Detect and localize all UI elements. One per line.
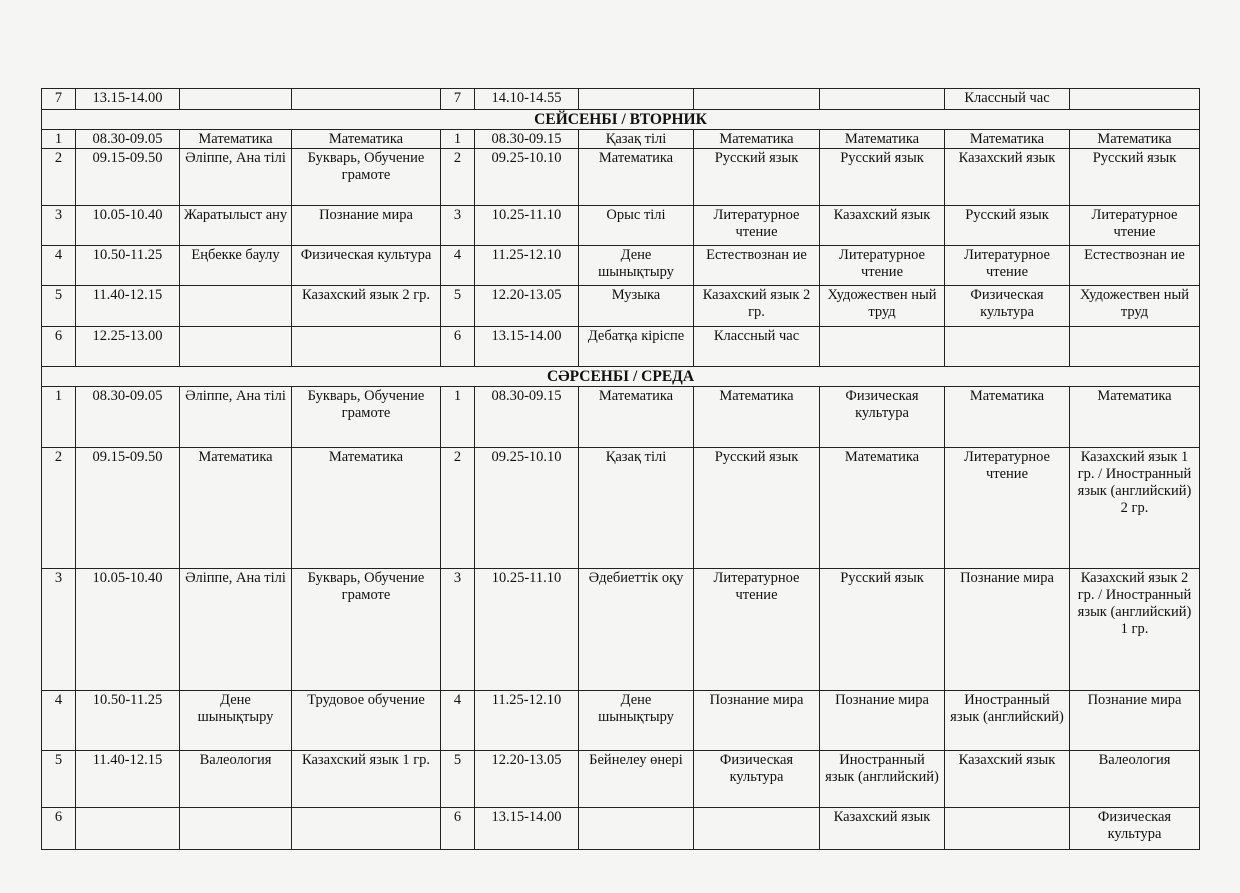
time-right-cell: 09.25-10.10 bbox=[475, 149, 579, 206]
subject-col-a-cell: Дене шынықтыру bbox=[579, 246, 694, 286]
subject-kz-class-cell: Әліппе, Ана тілі bbox=[180, 387, 292, 448]
subject-col-e-cell: Математика bbox=[1070, 387, 1200, 448]
lesson-num-left-cell: 3 bbox=[42, 569, 76, 691]
subject-col-a-cell bbox=[579, 808, 694, 850]
day-header: СЕЙСЕНБІ / ВТОРНИК bbox=[42, 110, 1200, 130]
subject-col-d-cell: Математика bbox=[945, 130, 1070, 149]
table-row bbox=[42, 149, 1200, 206]
time-right-cell: 10.25-11.10 bbox=[475, 569, 579, 691]
subject-col-b-cell: Познание мира bbox=[694, 691, 820, 751]
subject-col-a-cell: Орыс тілі bbox=[579, 206, 694, 246]
time-left-cell bbox=[76, 808, 180, 850]
subject-col-d-cell: Классный час bbox=[945, 89, 1070, 110]
time-right-cell: 09.25-10.10 bbox=[475, 448, 579, 569]
subject-kz-class-cell: Әліппе, Ана тілі bbox=[180, 569, 292, 691]
table-row bbox=[42, 448, 1200, 569]
lesson-num-left-cell: 2 bbox=[42, 149, 76, 206]
subject-col-b-cell: Казахский язык 2 гр. bbox=[694, 286, 820, 327]
time-right-cell: 12.20-13.05 bbox=[475, 751, 579, 808]
subject-ru-class-cell: Математика bbox=[292, 130, 441, 149]
subject-col-c-cell: Познание мира bbox=[820, 691, 945, 751]
subject-col-c-cell: Художествен ный труд bbox=[820, 286, 945, 327]
subject-col-e-cell: Физическая культура bbox=[1070, 808, 1200, 850]
subject-col-c-cell: Физическая культура bbox=[820, 387, 945, 448]
subject-kz-class-cell: Әліппе, Ана тілі bbox=[180, 149, 292, 206]
table-row bbox=[42, 808, 1200, 850]
subject-kz-class-cell: Математика bbox=[180, 130, 292, 149]
time-right-cell: 14.10-14.55 bbox=[475, 89, 579, 110]
time-right-cell: 13.15-14.00 bbox=[475, 327, 579, 367]
lesson-num-right-cell: 3 bbox=[441, 569, 475, 691]
time-right-cell: 08.30-09.15 bbox=[475, 387, 579, 448]
subject-ru-class-cell bbox=[292, 327, 441, 367]
subject-ru-class-cell: Познание мира bbox=[292, 206, 441, 246]
subject-col-d-cell: Русский язык bbox=[945, 206, 1070, 246]
subject-col-a-cell: Бейнелеу өнері bbox=[579, 751, 694, 808]
lesson-num-right-cell: 2 bbox=[441, 448, 475, 569]
schedule-table bbox=[41, 88, 1200, 850]
time-left-cell: 10.50-11.25 bbox=[76, 246, 180, 286]
time-left-cell: 08.30-09.05 bbox=[76, 387, 180, 448]
subject-kz-class-cell: Еңбекке баулу bbox=[180, 246, 292, 286]
subject-col-b-cell: Математика bbox=[694, 130, 820, 149]
subject-kz-class-cell: Математика bbox=[180, 448, 292, 569]
lesson-num-right-cell: 2 bbox=[441, 149, 475, 206]
subject-col-e-cell: Естествознан ие bbox=[1070, 246, 1200, 286]
subject-col-b-cell: Русский язык bbox=[694, 149, 820, 206]
subject-kz-class-cell: Жаратылыст ану bbox=[180, 206, 292, 246]
subject-col-e-cell bbox=[1070, 327, 1200, 367]
subject-ru-class-cell: Физическая культура bbox=[292, 246, 441, 286]
subject-kz-class-cell bbox=[180, 89, 292, 110]
subject-col-b-cell: Математика bbox=[694, 387, 820, 448]
subject-col-b-cell: Русский язык bbox=[694, 448, 820, 569]
table-row bbox=[42, 130, 1200, 149]
lesson-num-right-cell: 3 bbox=[441, 206, 475, 246]
table-row bbox=[42, 387, 1200, 448]
day-header-row bbox=[42, 367, 1200, 387]
lesson-num-left-cell: 7 bbox=[42, 89, 76, 110]
subject-kz-class-cell: Валеология bbox=[180, 751, 292, 808]
subject-col-e-cell: Художествен ный труд bbox=[1070, 286, 1200, 327]
time-right-cell: 12.20-13.05 bbox=[475, 286, 579, 327]
subject-col-e-cell: Казахский язык 2 гр. / Иностранный язык (английский) 1 гр. bbox=[1070, 569, 1200, 691]
subject-col-c-cell: Математика bbox=[820, 130, 945, 149]
table-row bbox=[42, 569, 1200, 691]
table-row bbox=[42, 89, 1200, 110]
lesson-num-left-cell: 3 bbox=[42, 206, 76, 246]
subject-kz-class-cell: Дене шынықтыру bbox=[180, 691, 292, 751]
subject-kz-class-cell bbox=[180, 808, 292, 850]
time-right-cell: 10.25-11.10 bbox=[475, 206, 579, 246]
subject-col-b-cell: Естествознан ие bbox=[694, 246, 820, 286]
time-right-cell: 08.30-09.15 bbox=[475, 130, 579, 149]
lesson-num-left-cell: 6 bbox=[42, 808, 76, 850]
time-left-cell: 09.15-09.50 bbox=[76, 448, 180, 569]
subject-ru-class-cell: Математика bbox=[292, 448, 441, 569]
subject-col-c-cell: Русский язык bbox=[820, 149, 945, 206]
subject-col-c-cell: Иностранный язык (английский) bbox=[820, 751, 945, 808]
table-row bbox=[42, 246, 1200, 286]
subject-col-a-cell: Дебатқа кіріспе bbox=[579, 327, 694, 367]
subject-col-c-cell: Казахский язык bbox=[820, 808, 945, 850]
time-right-cell: 13.15-14.00 bbox=[475, 808, 579, 850]
time-left-cell: 10.05-10.40 bbox=[76, 206, 180, 246]
time-left-cell: 09.15-09.50 bbox=[76, 149, 180, 206]
subject-col-a-cell: Музыка bbox=[579, 286, 694, 327]
table-row bbox=[42, 206, 1200, 246]
subject-col-c-cell: Математика bbox=[820, 448, 945, 569]
lesson-num-left-cell: 5 bbox=[42, 751, 76, 808]
subject-col-c-cell: Казахский язык bbox=[820, 206, 945, 246]
subject-kz-class-cell bbox=[180, 286, 292, 327]
time-left-cell: 08.30-09.05 bbox=[76, 130, 180, 149]
time-left-cell: 13.15-14.00 bbox=[76, 89, 180, 110]
subject-col-a-cell bbox=[579, 89, 694, 110]
subject-ru-class-cell: Букварь, Обучение грамоте bbox=[292, 149, 441, 206]
lesson-num-left-cell: 4 bbox=[42, 246, 76, 286]
subject-col-a-cell: Дене шынықтыру bbox=[579, 691, 694, 751]
subject-col-e-cell: Математика bbox=[1070, 130, 1200, 149]
subject-col-b-cell: Литературное чтение bbox=[694, 206, 820, 246]
lesson-num-left-cell: 4 bbox=[42, 691, 76, 751]
subject-col-c-cell bbox=[820, 89, 945, 110]
subject-ru-class-cell: Казахский язык 1 гр. bbox=[292, 751, 441, 808]
table-row bbox=[42, 691, 1200, 751]
lesson-num-left-cell: 1 bbox=[42, 387, 76, 448]
subject-col-a-cell: Қазақ тілі bbox=[579, 448, 694, 569]
table-row bbox=[42, 327, 1200, 367]
lesson-num-right-cell: 1 bbox=[441, 130, 475, 149]
time-left-cell: 12.25-13.00 bbox=[76, 327, 180, 367]
subject-col-e-cell bbox=[1070, 89, 1200, 110]
subject-col-a-cell: Әдебиеттік оқу bbox=[579, 569, 694, 691]
lesson-num-right-cell: 6 bbox=[441, 808, 475, 850]
subject-col-a-cell: Математика bbox=[579, 149, 694, 206]
time-right-cell: 11.25-12.10 bbox=[475, 246, 579, 286]
lesson-num-right-cell: 5 bbox=[441, 751, 475, 808]
subject-col-d-cell: Познание мира bbox=[945, 569, 1070, 691]
time-left-cell: 10.05-10.40 bbox=[76, 569, 180, 691]
time-left-cell: 10.50-11.25 bbox=[76, 691, 180, 751]
subject-col-c-cell: Литературное чтение bbox=[820, 246, 945, 286]
subject-col-b-cell: Литературное чтение bbox=[694, 569, 820, 691]
subject-col-b-cell: Физическая культура bbox=[694, 751, 820, 808]
time-left-cell: 11.40-12.15 bbox=[76, 751, 180, 808]
subject-col-d-cell: Физическая культура bbox=[945, 286, 1070, 327]
subject-col-d-cell bbox=[945, 327, 1070, 367]
subject-col-e-cell: Русский язык bbox=[1070, 149, 1200, 206]
table-row bbox=[42, 751, 1200, 808]
subject-col-e-cell: Литературное чтение bbox=[1070, 206, 1200, 246]
subject-col-a-cell: Математика bbox=[579, 387, 694, 448]
subject-ru-class-cell: Букварь, Обучение грамоте bbox=[292, 569, 441, 691]
subject-ru-class-cell bbox=[292, 808, 441, 850]
lesson-num-right-cell: 1 bbox=[441, 387, 475, 448]
lesson-num-left-cell: 6 bbox=[42, 327, 76, 367]
lesson-num-left-cell: 1 bbox=[42, 130, 76, 149]
day-header-row bbox=[42, 110, 1200, 130]
time-left-cell: 11.40-12.15 bbox=[76, 286, 180, 327]
subject-col-d-cell bbox=[945, 808, 1070, 850]
subject-ru-class-cell: Трудовое обучение bbox=[292, 691, 441, 751]
lesson-num-left-cell: 2 bbox=[42, 448, 76, 569]
lesson-num-right-cell: 6 bbox=[441, 327, 475, 367]
subject-col-d-cell: Иностранный язык (английский) bbox=[945, 691, 1070, 751]
time-right-cell: 11.25-12.10 bbox=[475, 691, 579, 751]
subject-kz-class-cell bbox=[180, 327, 292, 367]
subject-col-d-cell: Литературное чтение bbox=[945, 448, 1070, 569]
subject-col-e-cell: Познание мира bbox=[1070, 691, 1200, 751]
subject-col-b-cell bbox=[694, 89, 820, 110]
subject-col-e-cell: Казахский язык 1 гр. / Иностранный язык (английский) 2 гр. bbox=[1070, 448, 1200, 569]
subject-ru-class-cell bbox=[292, 89, 441, 110]
subject-col-b-cell: Классный час bbox=[694, 327, 820, 367]
subject-col-a-cell: Қазақ тілі bbox=[579, 130, 694, 149]
lesson-num-right-cell: 5 bbox=[441, 286, 475, 327]
subject-ru-class-cell: Букварь, Обучение грамоте bbox=[292, 387, 441, 448]
lesson-num-right-cell: 4 bbox=[441, 246, 475, 286]
lesson-num-right-cell: 4 bbox=[441, 691, 475, 751]
schedule-body bbox=[42, 89, 1200, 850]
subject-col-e-cell: Валеология bbox=[1070, 751, 1200, 808]
subject-col-b-cell bbox=[694, 808, 820, 850]
subject-col-d-cell: Математика bbox=[945, 387, 1070, 448]
subject-col-d-cell: Литературное чтение bbox=[945, 246, 1070, 286]
subject-col-c-cell: Русский язык bbox=[820, 569, 945, 691]
day-header: СӘРСЕНБІ / СРЕДА bbox=[42, 367, 1200, 387]
subject-col-d-cell: Казахский язык bbox=[945, 149, 1070, 206]
subject-ru-class-cell: Казахский язык 2 гр. bbox=[292, 286, 441, 327]
table-row bbox=[42, 286, 1200, 327]
lesson-num-left-cell: 5 bbox=[42, 286, 76, 327]
subject-col-d-cell: Казахский язык bbox=[945, 751, 1070, 808]
lesson-num-right-cell: 7 bbox=[441, 89, 475, 110]
subject-col-c-cell bbox=[820, 327, 945, 367]
